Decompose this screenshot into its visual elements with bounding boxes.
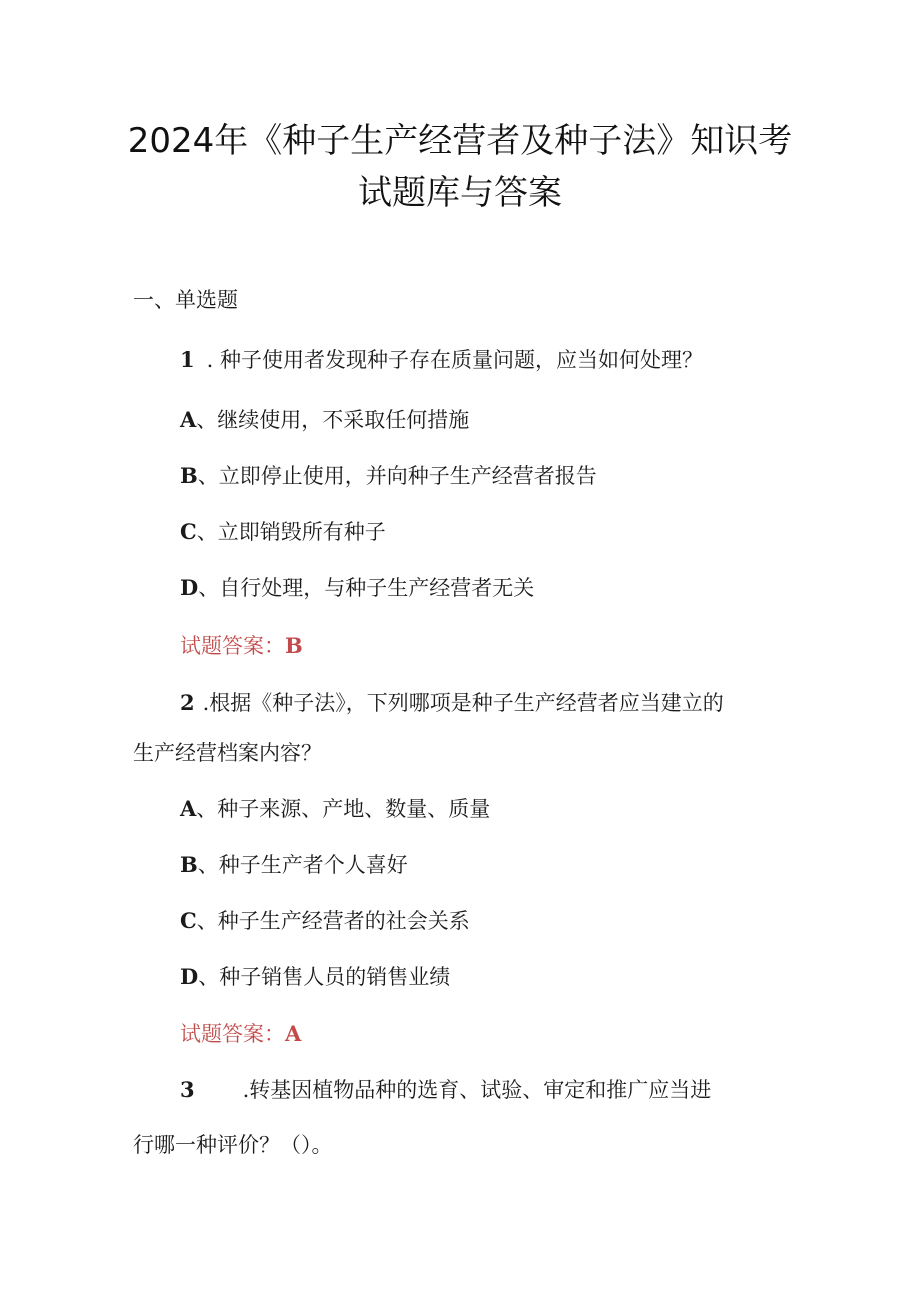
option-text: 、种子来源、产地、数量、质量	[196, 797, 491, 821]
question-text: .转基因植物品种的选育、试验、审定和推广应当进	[242, 1078, 712, 1102]
document-title-line-1: 2024年《种子生产经营者及种子法》知识考	[127, 121, 793, 161]
question-text: .根据《种子法》，下列哪项是种子生产经营者应当建立的	[202, 691, 724, 715]
question-number: 1	[180, 347, 195, 372]
question-1	[133, 345, 703, 375]
question-2	[133, 688, 724, 718]
answer-label: 试题答案：	[180, 1022, 285, 1046]
option-key: B	[180, 463, 198, 488]
option-text: 、自行处理，与种子生产经营者无关	[198, 576, 535, 600]
option-key: C	[180, 908, 197, 933]
option-key: D	[180, 964, 199, 989]
question-number: 3	[180, 1077, 195, 1102]
option-text: 、种子生产者个人喜好	[197, 853, 408, 877]
option-d	[180, 962, 450, 992]
option-key: A	[180, 796, 197, 821]
option-b	[180, 461, 597, 491]
option-text: 、种子销售人员的销售业绩	[198, 965, 451, 989]
option-a	[180, 405, 469, 435]
answer-value: A	[285, 1021, 302, 1046]
option-c	[180, 906, 470, 936]
option-a	[180, 794, 490, 824]
section-heading: 一、单选题	[133, 288, 238, 312]
document-title-line-2: 试题库与答案	[358, 173, 562, 213]
option-text: 、继续使用，不采取任何措施	[196, 408, 470, 432]
answer-value: B	[285, 633, 303, 658]
option-key: D	[180, 575, 199, 600]
question-text: . 种子使用者发现种子存在质量问题，应当如何处理？	[206, 348, 703, 372]
answer-2	[180, 1019, 301, 1049]
option-key: A	[180, 407, 197, 432]
answer-1	[180, 631, 303, 661]
option-d	[180, 573, 534, 603]
question-2-continued: 生产经营档案内容？	[133, 741, 322, 765]
question-3	[133, 1075, 711, 1105]
question-number: 2	[180, 690, 195, 715]
option-text: 、种子生产经营者的社会关系	[196, 909, 470, 933]
option-text: 、立即销毁所有种子	[196, 520, 386, 544]
option-text: 、立即停止使用，并向种子生产经营者报告	[197, 464, 597, 488]
answer-label: 试题答案：	[180, 634, 285, 658]
option-c	[180, 517, 386, 547]
option-key: B	[180, 852, 198, 877]
option-b	[180, 850, 408, 880]
question-3-continued: 行哪一种评价？（）。	[133, 1133, 333, 1157]
option-key: C	[180, 519, 197, 544]
